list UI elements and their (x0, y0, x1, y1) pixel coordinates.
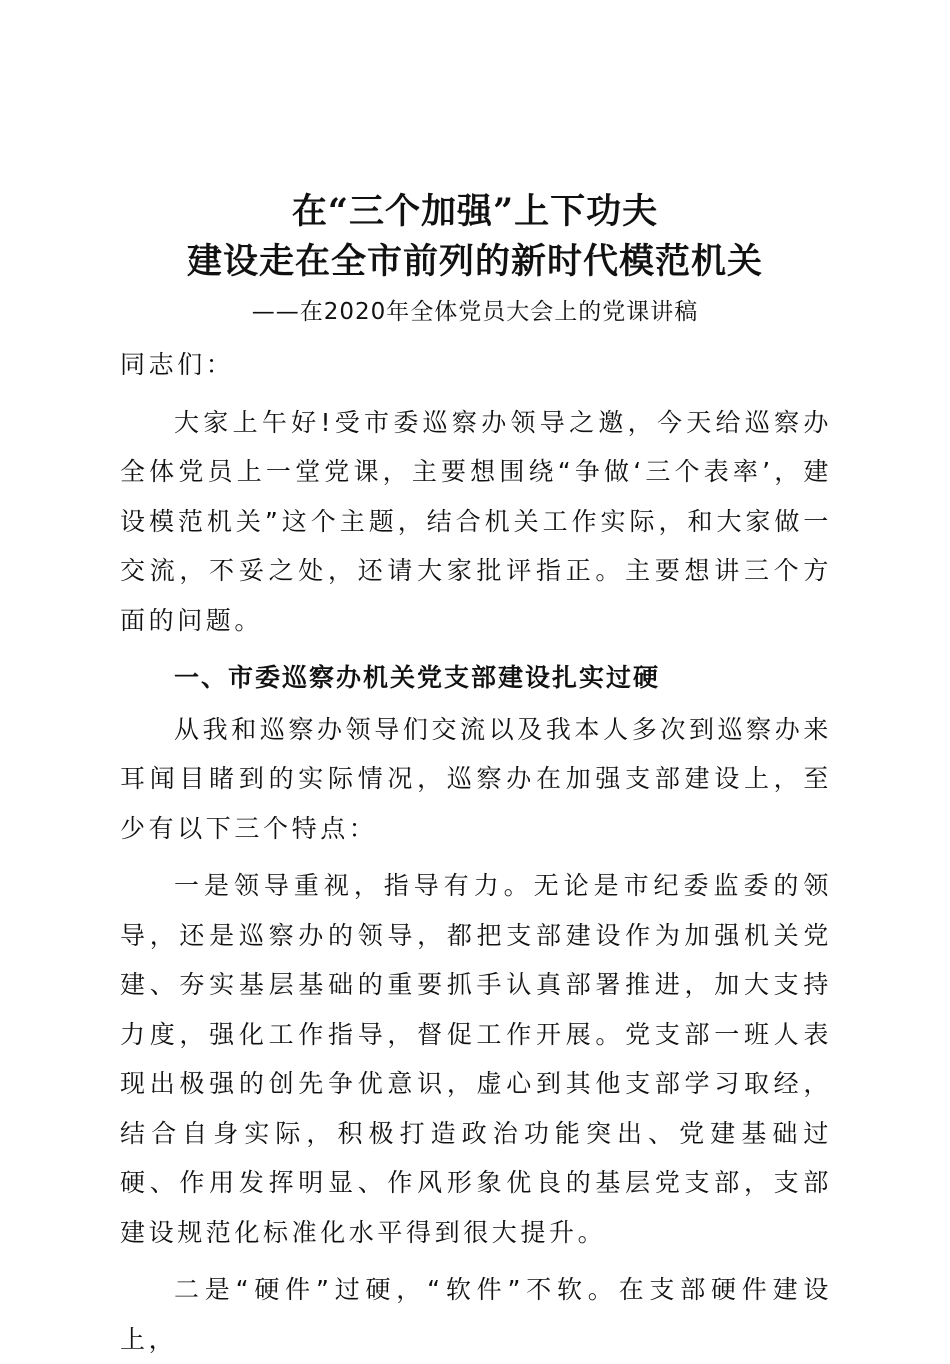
section-heading-1: 一、市委巡察办机关党支部建设扎实过硬 (174, 663, 661, 692)
document-body (120, 340, 832, 1364)
document-title-line1: 在“三个加强”上下功夫 (291, 191, 659, 232)
document-subtitle: ——在2020年全体党员大会上的党课讲稿 (251, 299, 699, 325)
paragraph-point-1: 一是领导重视，指导有力。无论是市纪委监委的领导，还是巡察办的领导，都把支部建设作为加强机关党建、夯实基层基础的重要抓手认真部署推进，加大支持力度，强化工作指导，督促工作开展。党支部一班人表现出极强的创先争优意识，虚心到其他支部学习取经，结合自身实际，积极打造政治功能突出、党建基础过硬、作用发挥明显、作风形象优良的基层党支部，支部建设规范化标准化水平得到很大提升。 (120, 871, 832, 1247)
paragraph-intro: 大家上午好!受市委巡察办领导之邀，今天给巡察办全体党员上一堂党课，主要想围绕“争做‘三个表率’，建设模范机关”这个主题，结合机关工作实际，和大家做一交流，不妥之处，还请大家批评指正。主要想讲三个方面的问题。 (120, 407, 832, 635)
paragraph-features: 从我和巡察办领导们交流以及我本人多次到巡察办来耳闻目睹到的实际情况，巡察办在加强支部建设上，至少有以下三个特点： (120, 714, 832, 843)
paragraph-point-2: 二是“硬件”过硬，“软件”不软。在支部硬件建设上， (120, 1275, 832, 1354)
greeting: 同志们： (120, 350, 235, 379)
document-title-line2: 建设走在全市前列的新时代模范机关 (186, 241, 763, 282)
